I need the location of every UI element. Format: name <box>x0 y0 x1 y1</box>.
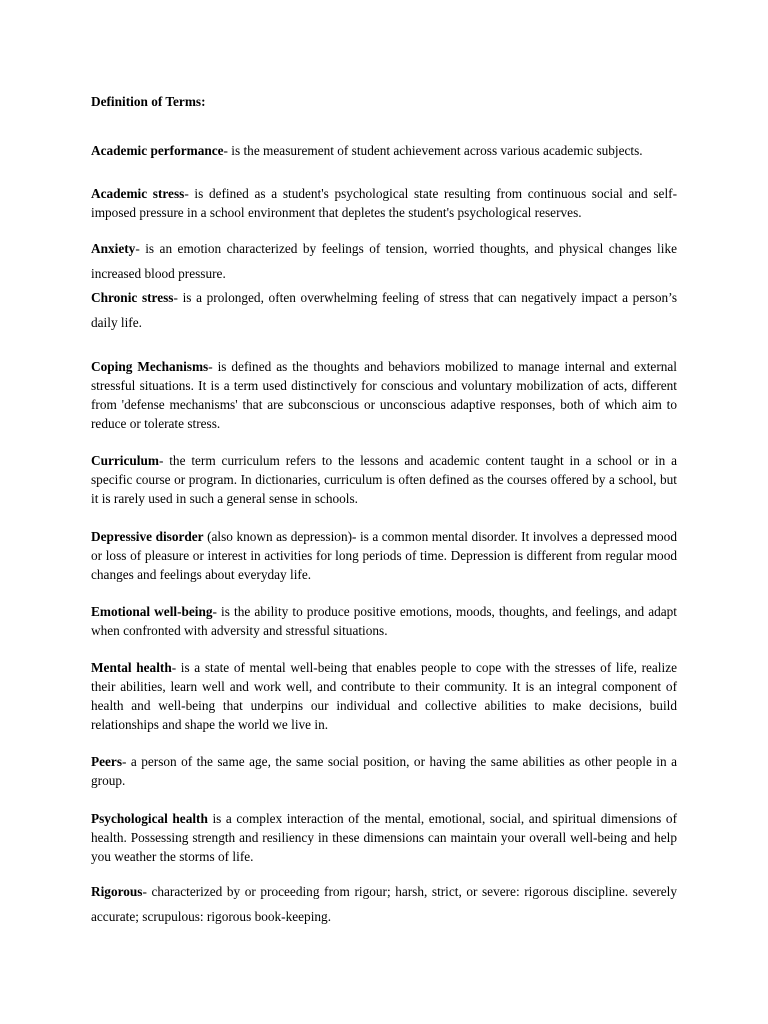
definition-curriculum <box>91 451 677 508</box>
term-definition: - the term curriculum refers to the lessons and academic content taught in a school or in a specific course or program. In dictionaries, curriculum is often defined as the courses offered by a school, but it is rarely used in such a general sense in schools. <box>91 453 677 506</box>
term-label: Psychological health <box>91 811 208 826</box>
definition-peers <box>91 752 677 790</box>
term-definition: (also known as depression)- is a common mental disorder. It involves a depressed mood or loss of pleasure or interest in activities for long periods of time. Depression is different from regular mood changes and feelings about everyday life. <box>91 529 677 582</box>
term-label: Academic stress <box>91 186 185 201</box>
definition-academic-stress <box>91 184 677 222</box>
page-heading: Definition of Terms: <box>91 94 206 109</box>
term-label: Coping Mechanisms <box>91 359 209 374</box>
term-definition: - is a state of mental well-being that enables people to cope with the stresses of life, realize their abilities, learn well and work well, and contribute to their community. It is an integral component of health and well-being that underpins our individual and collective abilities to make decisions, build relationships and shape the world we live in. <box>91 660 677 732</box>
term-label: Depressive disorder <box>91 529 204 544</box>
definition-psychological-health <box>91 809 677 866</box>
term-definition: - is defined as a student's psychological state resulting from continuous social and self-imposed pressure in a school environment that depletes the student's psychological reserves. <box>91 186 677 220</box>
definition-rigorous <box>91 880 677 929</box>
definition-depressive-disorder <box>91 527 677 584</box>
definition-chronic-stress <box>91 286 677 335</box>
term-definition: - is a prolonged, often overwhelming feeling of stress that can negatively impact a person’s daily life. <box>91 290 678 330</box>
term-label: Mental health <box>91 660 172 675</box>
term-label: Chronic stress <box>91 290 174 305</box>
term-label: Academic performance <box>91 143 224 158</box>
term-label: Rigorous <box>91 884 143 899</box>
term-definition: - a person of the same age, the same social position, or having the same abilities as other people in a group. <box>91 754 677 788</box>
term-definition: is a complex interaction of the mental, emotional, social, and spiritual dimensions of health. Possessing strength and resiliency in these dimensions can maintain your overall well-being and help you weather the storms of life. <box>91 811 677 864</box>
term-label: Emotional well-being <box>91 604 213 619</box>
term-definition: - is the ability to produce positive emotions, moods, thoughts, and feelings, and adapt when confronted with adversity and stressful situations. <box>91 604 677 638</box>
definition-academic-performance <box>91 141 677 160</box>
definition-mental-health <box>91 658 677 734</box>
term-label: Curriculum <box>91 453 159 468</box>
term-definition: - is defined as the thoughts and behaviors mobilized to manage internal and external stressful situations. It is a term used distinctively for conscious and voluntary mobilization of acts, different from 'defense mechanisms' that are subconscious or unconscious adaptive responses, both of which aim to reduce or tolerate stress. <box>91 359 677 431</box>
term-label: Anxiety <box>91 241 136 256</box>
term-label: Peers <box>91 754 123 769</box>
definition-coping-mechanisms <box>91 357 677 433</box>
term-definition: - is the measurement of student achievement across various academic subjects. <box>223 143 643 158</box>
definition-emotional-well-being <box>91 602 677 640</box>
definition-anxiety <box>91 237 677 286</box>
term-definition: - is an emotion characterized by feelings of tension, worried thoughts, and physical changes like increased blood pressure. <box>91 241 677 281</box>
term-definition: - characterized by or proceeding from rigour; harsh, strict, or severe: rigorous discipline. severely accurate; scrupulous: rigorous book-keeping. <box>91 884 677 924</box>
